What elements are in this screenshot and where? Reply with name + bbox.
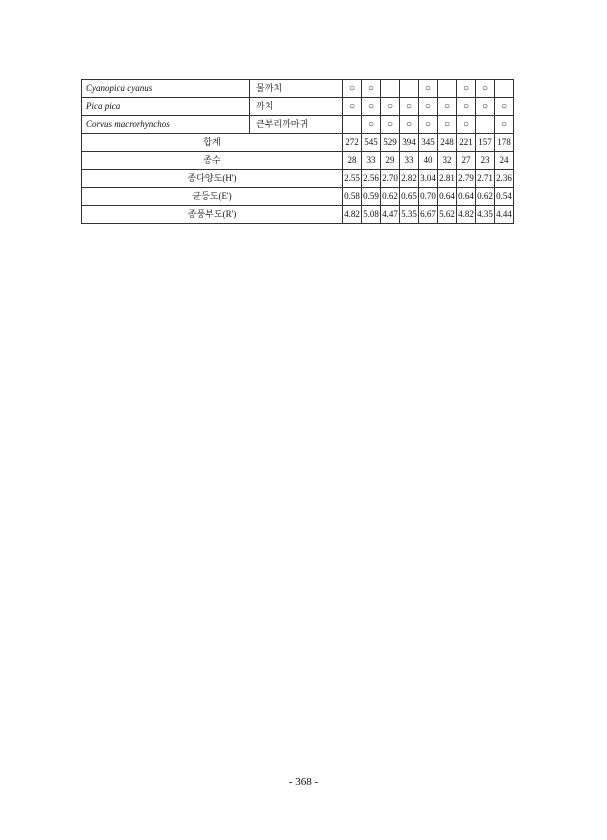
summary-value: 24 xyxy=(495,152,514,170)
korean-name: 물까치 xyxy=(250,80,343,98)
presence-mark: ○ xyxy=(343,80,362,98)
summary-row xyxy=(82,134,514,152)
summary-label: 종수 xyxy=(82,152,343,170)
summary-value: 2.70 xyxy=(381,170,400,188)
presence-mark xyxy=(495,80,514,98)
summary-value: 4.35 xyxy=(476,206,495,224)
scientific-name: Cyanopica cyanus xyxy=(82,80,250,98)
summary-value: 394 xyxy=(400,134,419,152)
presence-mark: ○ xyxy=(438,116,457,134)
page-number: - 368 - xyxy=(288,776,319,788)
summary-value: 2.36 xyxy=(495,170,514,188)
summary-value: 157 xyxy=(476,134,495,152)
summary-value: 272 xyxy=(343,134,362,152)
scientific-name: Pica pica xyxy=(82,98,250,116)
summary-value: 4.44 xyxy=(495,206,514,224)
presence-mark: ○ xyxy=(381,116,400,134)
presence-mark: ○ xyxy=(381,98,400,116)
summary-value: 2.71 xyxy=(476,170,495,188)
summary-value: 40 xyxy=(419,152,438,170)
presence-mark xyxy=(438,80,457,98)
summary-value: 5.08 xyxy=(362,206,381,224)
summary-value: 3.04 xyxy=(419,170,438,188)
presence-mark: ○ xyxy=(362,116,381,134)
presence-mark: ○ xyxy=(400,98,419,116)
summary-value: 5.35 xyxy=(400,206,419,224)
summary-value: 2.79 xyxy=(457,170,476,188)
summary-value: 29 xyxy=(381,152,400,170)
summary-value: 0.65 xyxy=(400,188,419,206)
presence-mark: ○ xyxy=(495,116,514,134)
summary-value: 5.62 xyxy=(438,206,457,224)
summary-value: 28 xyxy=(343,152,362,170)
summary-value: 0.64 xyxy=(457,188,476,206)
presence-mark: ○ xyxy=(362,98,381,116)
species-row xyxy=(82,116,514,134)
presence-mark: ○ xyxy=(457,116,476,134)
summary-value: 2.81 xyxy=(438,170,457,188)
presence-mark xyxy=(476,116,495,134)
species-row xyxy=(82,80,514,98)
presence-mark: ○ xyxy=(419,80,438,98)
summary-value: 4.82 xyxy=(343,206,362,224)
presence-mark: ○ xyxy=(457,80,476,98)
summary-value: 248 xyxy=(438,134,457,152)
summary-value: 6.67 xyxy=(419,206,438,224)
species-table xyxy=(81,79,514,224)
presence-mark: ○ xyxy=(400,116,419,134)
summary-row xyxy=(82,188,514,206)
summary-value: 33 xyxy=(362,152,381,170)
summary-value: 2.82 xyxy=(400,170,419,188)
korean-name: 까치 xyxy=(250,98,343,116)
summary-label: 합계 xyxy=(82,134,343,152)
presence-mark: ○ xyxy=(362,80,381,98)
presence-mark: ○ xyxy=(476,98,495,116)
summary-value: 27 xyxy=(457,152,476,170)
summary-value: 0.58 xyxy=(343,188,362,206)
summary-value: 0.62 xyxy=(381,188,400,206)
scientific-name: Corvus macrorhynchos xyxy=(82,116,250,134)
summary-value: 0.59 xyxy=(362,188,381,206)
summary-row xyxy=(82,170,514,188)
summary-value: 178 xyxy=(495,134,514,152)
presence-mark xyxy=(381,80,400,98)
summary-value: 529 xyxy=(381,134,400,152)
presence-mark: ○ xyxy=(457,98,476,116)
summary-value: 32 xyxy=(438,152,457,170)
summary-value: 4.47 xyxy=(381,206,400,224)
summary-label: 종풍부도(R') xyxy=(82,206,343,224)
summary-value: 33 xyxy=(400,152,419,170)
presence-mark: ○ xyxy=(343,98,362,116)
presence-mark xyxy=(400,80,419,98)
summary-value: 2.55 xyxy=(343,170,362,188)
presence-mark xyxy=(343,116,362,134)
summary-value: 221 xyxy=(457,134,476,152)
presence-mark: ○ xyxy=(495,98,514,116)
summary-value: 0.64 xyxy=(438,188,457,206)
summary-label: 균등도(E') xyxy=(82,188,343,206)
summary-label: 종다양도(H') xyxy=(82,170,343,188)
species-row xyxy=(82,98,514,116)
summary-value: 2.56 xyxy=(362,170,381,188)
presence-mark: ○ xyxy=(419,116,438,134)
summary-value: 0.54 xyxy=(495,188,514,206)
presence-mark: ○ xyxy=(476,80,495,98)
summary-value: 23 xyxy=(476,152,495,170)
summary-value: 345 xyxy=(419,134,438,152)
korean-name: 큰부리까마귀 xyxy=(250,116,343,134)
summary-value: 545 xyxy=(362,134,381,152)
summary-value: 0.62 xyxy=(476,188,495,206)
summary-row xyxy=(82,152,514,170)
presence-mark: ○ xyxy=(419,98,438,116)
summary-value: 0.70 xyxy=(419,188,438,206)
presence-mark: ○ xyxy=(438,98,457,116)
summary-value: 4.82 xyxy=(457,206,476,224)
summary-row xyxy=(82,206,514,224)
